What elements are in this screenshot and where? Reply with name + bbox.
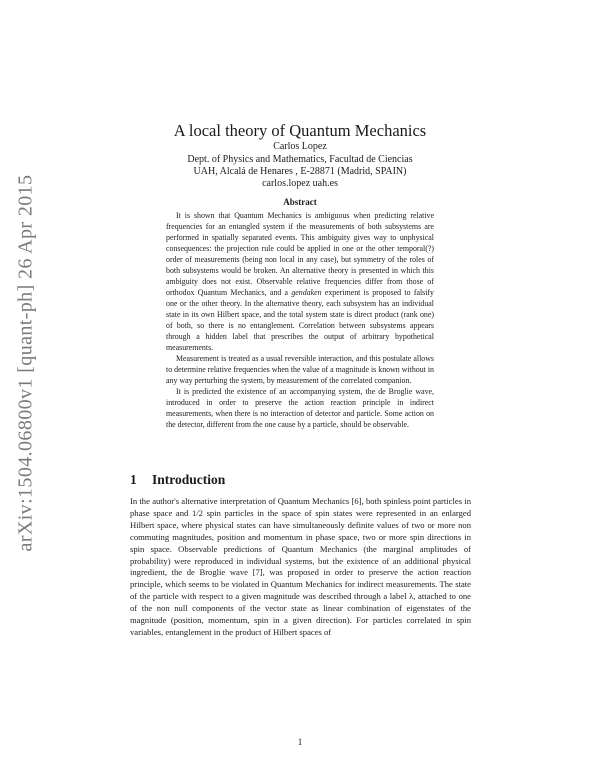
author-email: carlos.lopez uah.es	[262, 178, 338, 189]
abstract-paragraph-3: It is predicted the existence of an accompanying system, the de Broglie wave, introduced in order to preserve the action reaction principle in indirect measurements, when there is no interaction of detector and particle. Some action on the detector, different from the one cause by a particle, should be observable.	[166, 387, 434, 429]
abstract-paragraph-2: Measurement is treated as a usual reversible interaction, and this postulate allows to determine relative frequencies when the value of a magnitude is known without in any way perturbing the system, by measurement of the correlated companion.	[166, 354, 434, 385]
section-number: 1	[130, 472, 137, 487]
affiliation-line-1: Dept. of Physics and Mathematics, Facultad de Ciencias	[187, 154, 413, 165]
arxiv-identifier	[12, 174, 40, 552]
section-title: Introduction	[152, 472, 226, 487]
author-name: Carlos Lopez	[273, 141, 327, 152]
abstract-paragraph-1-part-a: It is shown that Quantum Mechanics is ambiguous when predicting relative frequencies for an entangled system if the measurements of both subsystems are performed in spatially separated events. This ambiguity gives way to unphysical consequences: the projection rule could be applied in one or the other temporal(?) order of measurements (being non local in any case), but symmetry of the roles of both subsystems would be broken. An alternative theory is presented in which this ambiguity does not exist. Observable relative frequencies differ from those of orthodox Quantum Mechanics, and a	[166, 211, 434, 297]
abstract-paragraph-1-part-b: experiment is proposed to falsify one or the other theory. In the alternative theory, each subsystem has an individual state in its own Hilbert space, and the total system state is direct product (rank one) of both, so there is no entanglement. Correlation between subsystems appears through a hidden label that prescribes the output of arbitrary hypothetical measurements.	[166, 288, 434, 352]
introduction-paragraph: In the author's alternative interpretation of Quantum Mechanics [6], both spinless point particles in phase space and 1/2 spin particles in the space of spin states were represented in an enlarged Hilbert space, where physical states can have simultaneously definite values of two or more non commuting magnitudes, position and momentum in phase space, two or more spin directions in spin space. Observable predictions of Quantum Mechanics (the marginal amplitudes of probability) were reproduced in individual systems, but the existence of an additional physical ingredient, the de Broglie wave [7], was proposed in order to preserve the action reaction principle, which seems to be violated in Quantum Mechanics for indirect measurements. The state of the particle with respect to a given magnitude was described through a label λ, attached to one of the non null components of the vector state as linear combination of eigenstates of the magnitude (position, momentum, spin in a given direction). For particles correlated in spin variables, entanglement in the product of Hilbert spaces of	[130, 496, 471, 637]
section-heading	[130, 472, 225, 488]
paper-title: A local theory of Quantum Mechanics	[173, 121, 427, 140]
abstract-paragraph-1	[166, 210, 434, 353]
abstract	[166, 210, 434, 430]
abstract-heading: Abstract	[283, 197, 317, 207]
affiliation-line-2: UAH, Alcalá de Henares , E-28871 (Madrid, SPAIN)	[193, 166, 407, 177]
arxiv-identifier-text: arXiv:1504.06800v1 [quant-ph] 26 Apr 2015	[14, 174, 37, 552]
page-number: 1	[297, 737, 303, 747]
introduction-body	[130, 496, 471, 639]
abstract-emphasis: gendaken	[291, 288, 322, 297]
